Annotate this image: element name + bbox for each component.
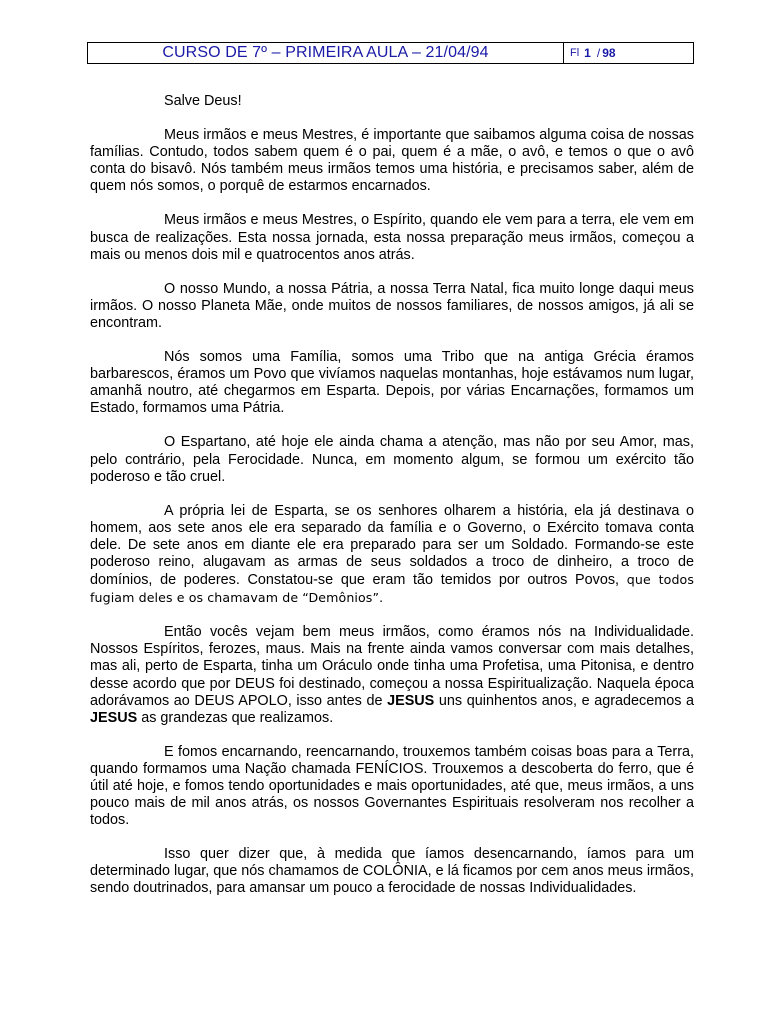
document-body (90, 93, 694, 915)
paragraph-9: Isso quer dizer que, à medida que íamos desencarnando, íamos para um determinado lugar, que nós chamamos de COLÔNIA, e lá ficamos por cem anos meus irmãos, sendo doutrinados, para amansar um pouco a ferocidade de nossas Individualidades. (90, 846, 694, 897)
paragraph-7-bold-jesus-1: JESUS (387, 692, 435, 709)
page-separator: / (596, 46, 601, 60)
paragraph-2: Meus irmãos e meus Mestres, o Espírito, quando ele vem para a terra, ele vem em busca de realizações. Esta nossa jornada, esta nossa preparação meus irmãos, começou a mais ou menos dois mil e quatrocentos anos atrás. (90, 212, 694, 263)
paragraph-1: Meus irmãos e meus Mestres, é importante que saibamos alguma coisa de nossas famílias. Contudo, todos sabem quem é o pai, quem é a mãe, o avô, e temos o que o avô conta do bisavô. Nós também meus irmãos temos uma história, e precisamos saber, além de quem nós somos, o porquê de estarmos encarnados. (90, 127, 694, 195)
paragraph-6-tail: que todos fugiam deles e os chamavam de “Demônios”. (90, 572, 695, 606)
paragraph-4: Nós somos uma Família, somos uma Tribo que na antiga Grécia éramos barbarescos, éramos um Povo que vivíamos naquelas montanhas, hoje estávamos num lugar, amanhã noutro, até chegarmos em Esparta. Depois, por várias Encarnações, formamos um Estado, formamos uma Pátria. (90, 349, 694, 417)
page-indicator (564, 43, 693, 63)
page-number: 1 (584, 46, 591, 60)
paragraph-5: O Espartano, até hoje ele ainda chama a atenção, mas não por seu Amor, mas, pelo contrário, pela Ferocidade. Nunca, em momento algum, se formou um exército tão poderoso e tão cruel. (90, 434, 694, 485)
paragraph-6-text: A própria lei de Esparta, se os senhores olharem a história, ela já destinava o homem, aos sete anos ele era separado da família e o Governo, o Exército tomava conta dele. De sete anos em diante ele era preparado para ser um Soldado. Formando-se este poderoso reino, alugavam as armas de seus soldados a troco de dinheiro, a troco de domínios, de poderes. Constatou-se que eram tão temidos por outros Povos, (90, 502, 694, 589)
paragraph-7-bold-jesus-2: JESUS (90, 709, 138, 726)
greeting: Salve Deus! (164, 93, 242, 109)
paragraph-7-post: as grandezas que realizamos. (141, 709, 334, 726)
page-label: Fl (570, 47, 580, 59)
paragraph-8: E fomos encarnando, reencarnando, trouxemos também coisas boas para a Terra, quando formamos uma Nação chamada FENÍCIOS. Trouxemos a descoberta do ferro, que é útil até hoje, e fomos tendo oportunidades e mais oportunidades, até que, meus irmãos, a uns pouco mais de mil anos atrás, os nossos Governantes Espirituais resolveram nos recolher a todos. (90, 743, 694, 829)
page-header (87, 42, 694, 64)
paragraph-7 (90, 624, 694, 727)
paragraph-7-pre: Então vocês vejam bem meus irmãos, como éramos nós na Individualidade. Nossos Espíritos, ferozes, maus. Mais na frente ainda vamos conversar com mais detalhes, mas ali, perto de Esparta, tinha um Oráculo onde tinha uma Profetisa, uma Pitonisa, e dentro desse acordo que por DEUS foi destinado, começou a nossa Espiritualização. Naquela época adorávamos ao DEUS APOLO, isso antes de (90, 624, 694, 709)
paragraph-6 (90, 503, 694, 608)
paragraph-3: O nosso Mundo, a nossa Pátria, a nossa Terra Natal, fica muito longe daqui meus irmãos. O nosso Planeta Mãe, onde muitos de nossos familiares, de nossos amigos, já ali se encontram. (90, 280, 694, 331)
page-total: 98 (602, 46, 616, 60)
course-title: CURSO DE 7º – PRIMEIRA AULA – 21/04/94 (88, 43, 564, 63)
paragraph-7-mid: uns quinhentos anos, e agradecemos a (438, 692, 695, 709)
